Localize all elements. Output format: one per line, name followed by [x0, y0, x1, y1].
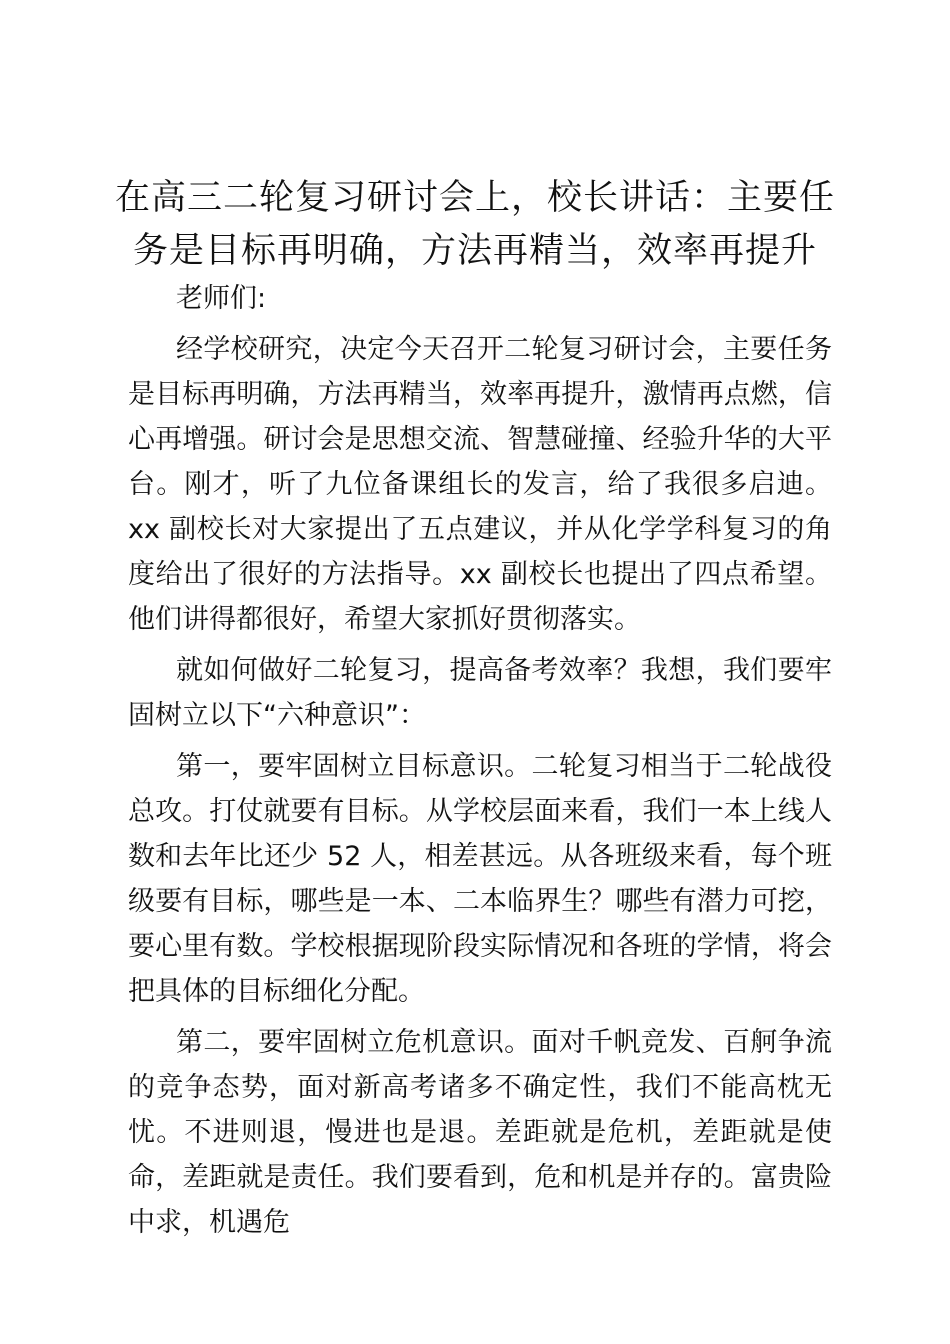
paragraph-4: 第二，要牢固树立危机意识。面对千帆竞发、百舸争流的竞争态势，面对新高考诸多不确定性，我们不能高枕无忧。不进则退，慢进也是退。差距就是危机，差距就是使命，差距就是责任。我们要看到，危和机是并存的。富贵险中求，机遇危	[128, 1027, 832, 1238]
document-body	[128, 276, 832, 1251]
document-title: 在高三二轮复习研讨会上，校长讲话：主要任务是目标再明确，方法再精当，效率再提升	[114, 178, 835, 271]
paragraph-2: 就如何做好二轮复习，提高备考效率？我想，我们要牢固树立以下“六种意识”：	[128, 655, 832, 731]
salutation: 老师们:	[176, 283, 267, 314]
paragraph-3: 第一，要牢固树立目标意识。二轮复习相当于二轮战役总攻。打仗就要有目标。从学校层面来看，我们一本上线人数和去年比还少 52 人，相差甚远。从各班级来看，每个班级要有目标，哪些是一本、二本临界生？哪些有潜力可挖，要心里有数。学校根据现阶段实际情况和各班的学情，将会把具体的目标细化分配。	[128, 751, 832, 1007]
paragraph-1: 经学校研究，决定今天召开二轮复习研讨会，主要任务是目标再明确，方法再精当，效率再提升，激情再点燃，信心再增强。研讨会是思想交流、智慧碰撞、经验升华的大平台。刚才，听了九位备课组长的发言，给了我很多启迪。xx 副校长对大家提出了五点建议，并从化学学科复习的角度给出了很好的方法指导。xx 副校长也提出了四点希望。他们讲得都很好，希望大家抓好贯彻落实。	[128, 334, 832, 635]
